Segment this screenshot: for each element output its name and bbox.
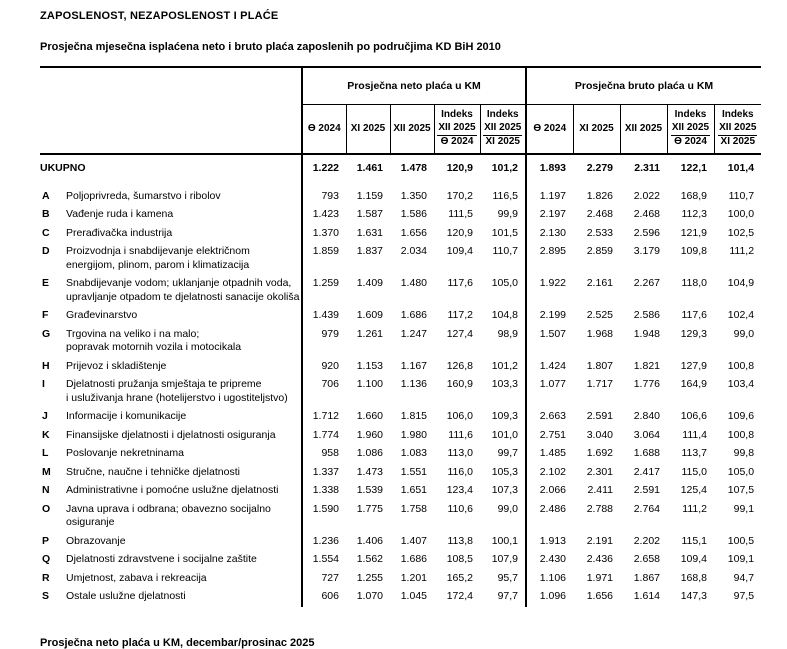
neto-value: 979 [302,326,346,358]
row-name: UKUPNO [40,162,86,174]
neto-value: 727 [302,570,346,589]
neto-value: 105,3 [491,465,518,478]
row-code: K [42,428,50,441]
neto-value: 1.261 [356,327,383,340]
neto-value: 111,6 [448,428,473,441]
neto-value: 2.034 [400,245,427,257]
bruto-value: 109,4 [680,553,707,565]
neto-value: 116,5 [492,189,518,202]
neto-value: 165,2 [446,571,473,584]
bruto-value: 2.199 [526,307,573,326]
bruto-value: 2.411 [587,484,613,496]
row-code: B [42,208,50,220]
row-name: Prerađivačka industrija [66,226,173,239]
bruto-value: 147,3 [680,590,707,602]
neto-value: 1.775 [356,502,383,515]
neto-value: 1.350 [400,189,427,202]
bruto-value: 127,9 [680,359,707,372]
neto-value: 1.086 [356,447,383,459]
row-code: E [42,277,50,289]
bruto-value: 1.424 [526,358,573,377]
page-title: ZAPOSLENOST, NEZAPOSLENOST I PLAĆE [40,10,279,22]
bruto-value: 2.468 [586,208,613,220]
bruto-value: 168,9 [680,189,707,202]
bruto-value: 109,8 [680,245,707,257]
neto-value: 1.660 [356,410,383,422]
neto-value: 1.554 [302,551,346,570]
row-name: Obrazovanje [66,534,126,547]
bruto-value: 104,9 [727,277,755,289]
bruto-value: 1.485 [526,445,573,464]
table-row-G [40,326,761,358]
bruto-value: 99,1 [733,502,755,515]
row-name: Djelatnosti zdravstvene i socijalne zaštite [66,553,257,565]
bruto-value: 1.826 [586,189,613,202]
neto-value: 111,5 [448,208,473,220]
bruto-value: 2.161 [586,277,613,289]
bruto-value: 100,0 [727,208,755,220]
bruto-value: 2.751 [526,427,573,446]
bruto-value: 111,2 [682,502,707,515]
neto-value: 101,0 [491,428,518,441]
bruto-value: 1.096 [526,588,573,607]
neto-value: 793 [302,188,346,207]
row-code: D [42,245,50,257]
bruto-value: 2.279 [586,162,613,174]
row-code: F [42,309,49,321]
bruto-value: 2.202 [633,534,660,547]
neto-value: 107,9 [491,553,518,565]
table-subtitle: Prosječna mjesečna isplaćena neto i bruto plaća zaposlenih po područjima KD BiH 2010 [40,41,501,53]
neto-value: 1.686 [400,553,427,565]
table-row-P [40,533,761,552]
neto-value: 1.406 [356,534,383,547]
bruto-value: 2.267 [633,277,660,289]
bruto-value: 2.764 [633,502,660,515]
table-row-A [40,188,761,207]
neto-value: 99,9 [497,208,518,220]
neto-value: 1.070 [356,590,383,602]
neto-value: 1.815 [400,410,427,422]
bruto-value: 1.968 [586,327,613,340]
neto-value: 123,4 [446,484,473,496]
col-header-neto-0: Ɵ 2024 [302,104,346,154]
neto-value: 1.587 [356,208,383,220]
bruto-value: 168,8 [680,571,707,584]
neto-value: 1.222 [302,154,346,188]
neto-value: 1.837 [356,245,383,257]
bruto-value: 100,8 [727,428,755,441]
neto-value: 110,7 [492,245,518,257]
table-row-L [40,445,761,464]
row-code: J [42,410,48,422]
row-name: Informacije i komunikacije [66,410,187,422]
table-row-H [40,358,761,377]
row-name: Javna uprava i odbrana; obavezno socijalno osiguranje [66,502,271,528]
bruto-value: 2.430 [526,551,573,570]
bruto-value: 2.468 [633,208,660,220]
bruto-value: 115,0 [681,465,707,478]
neto-value: 105,0 [491,277,518,289]
neto-value: 172,4 [446,590,473,602]
bruto-value: 100,8 [727,359,755,372]
bruto-value: 94,7 [733,571,755,584]
row-name: Stručne, naučne i tehničke djelatnosti [66,465,240,478]
bruto-value: 2.417 [633,465,660,478]
table-row-R [40,570,761,589]
row-code: M [42,465,51,478]
bruto-value: 164,9 [680,378,707,390]
bruto-value: 105,0 [727,465,755,478]
col-header-neto-3: Indeks XII 2025 Ɵ 2024 [434,104,480,154]
bruto-value: 3.064 [633,428,660,441]
row-name: Umjetnost, zabava i rekreacija [66,571,207,584]
neto-value: 1.478 [400,162,427,174]
col-header-bruto-2: XII 2025 [620,104,667,154]
neto-value: 1.609 [356,309,383,321]
table-body [40,154,761,607]
row-code: A [42,189,50,202]
bruto-value: 2.022 [633,189,660,202]
neto-value: 120,9 [446,226,473,239]
neto-value: 1.562 [356,553,383,565]
row-code: P [42,534,50,547]
neto-value: 108,5 [446,553,473,565]
neto-value: 1.338 [302,482,346,501]
neto-group-header: Prosječna neto plaća u KM [302,67,526,104]
table-row-F [40,307,761,326]
neto-value: 1.247 [400,327,427,340]
neto-value: 1.774 [302,427,346,446]
neto-value: 117,6 [447,277,473,289]
bruto-value: 102,5 [727,226,755,239]
col-header-bruto-1: XI 2025 [573,104,620,154]
neto-value: 1.859 [302,243,346,275]
neto-value: 101,2 [491,359,518,372]
table-row-D [40,243,761,275]
bruto-value: 2.586 [633,309,660,321]
neto-value: 1.656 [400,226,427,239]
table-row-E [40,275,761,307]
neto-value: 706 [302,376,346,408]
bruto-value: 99,0 [733,327,755,340]
bruto-value: 111,2 [729,245,755,257]
row-code: R [42,571,50,584]
bruto-value: 110,7 [728,189,755,202]
bruto-value: 102,4 [727,309,755,321]
row-code: I [42,378,45,390]
bruto-value: 1.507 [526,326,573,358]
col-header-bruto-0: Ɵ 2024 [526,104,573,154]
bruto-value: 106,6 [680,410,707,422]
neto-value: 109,4 [446,245,473,257]
neto-value: 1.480 [400,277,427,289]
row-name: Građevinarstvo [66,309,138,321]
neto-value: 1.461 [356,162,383,174]
bruto-value: 1.948 [633,327,660,340]
bruto-value: 3.040 [586,428,613,441]
neto-value: 1.259 [302,275,346,307]
bruto-value: 2.197 [526,206,573,225]
bruto-value: 2.591 [586,410,613,422]
neto-value: 100,1 [491,534,518,547]
neto-value: 101,2 [491,162,518,174]
neto-value: 170,2 [446,189,473,202]
bruto-value: 103,4 [727,378,755,390]
row-code: O [42,502,51,515]
bruto-value: 129,3 [680,327,707,340]
neto-value: 1.407 [400,534,427,547]
table-row-O [40,501,761,533]
neto-value: 126,8 [446,359,473,372]
row-name: Djelatnosti pružanja smještaja te pripreme i usluživanja hrane (hotelijerstvo i ugostiteljstvo) [66,378,288,404]
bruto-value: 1.807 [586,359,613,372]
neto-value: 116,0 [447,465,473,478]
table-row-K [40,427,761,446]
bruto-value: 101,4 [727,162,755,174]
bruto-value: 111,4 [682,428,707,441]
neto-value: 1.631 [356,226,383,239]
table-row-I [40,376,761,408]
row-name: Ostale uslužne djelatnosti [66,590,186,602]
bruto-value: 1.867 [633,571,660,584]
neto-value: 160,9 [446,378,473,390]
neto-value: 1.590 [302,501,346,533]
bruto-value: 2.591 [633,484,660,496]
neto-value: 109,3 [491,410,518,422]
bruto-value: 2.311 [634,162,660,174]
table-row-C [40,225,761,244]
neto-value: 99,7 [497,447,518,459]
bruto-value: 113,7 [681,447,707,459]
neto-value: 1.100 [356,378,383,390]
neto-value: 1.236 [302,533,346,552]
neto-value: 110,6 [447,502,473,515]
bruto-value: 2.895 [526,243,573,275]
bruto-value: 97,5 [733,590,755,602]
bruto-value: 1.913 [526,533,573,552]
bruto-value: 1.776 [633,378,660,390]
row-name: Trgovina na veliko i na malo; popravak motornih vozila i motocikala [66,327,242,353]
row-code: C [42,226,50,239]
table-row-N [40,482,761,501]
table-row-total [40,154,761,188]
neto-value: 958 [302,445,346,464]
bruto-value: 2.788 [586,502,613,515]
bruto-value: 2.066 [526,482,573,501]
bruto-value: 1.106 [526,570,573,589]
neto-value: 1.473 [356,465,383,478]
row-name: Finansijske djelatnosti i djelatnosti osiguranja [66,428,276,441]
neto-value: 103,3 [491,378,518,390]
bruto-value: 1.614 [633,590,660,602]
row-code: L [42,447,49,459]
neto-value: 1.167 [400,359,427,372]
col-header-neto-2: XII 2025 [390,104,434,154]
neto-value: 127,4 [446,327,473,340]
table-row-S [40,588,761,607]
col-header-bruto-3: Indeks XII 2025 Ɵ 2024 [667,104,714,154]
neto-value: 1.586 [400,208,427,220]
col-header-neto-4: Indeks XII 2025 XI 2025 [480,104,526,154]
row-name: Poslovanje nekretninama [66,447,184,459]
neto-value: 1.980 [400,428,427,441]
neto-value: 1.758 [400,502,427,515]
bruto-value: 1.821 [633,359,660,372]
bruto-group-header: Prosječna bruto plaća u KM [526,67,761,104]
row-name: Vađenje ruda i kamena [66,208,174,220]
neto-value: 1.423 [302,206,346,225]
neto-value: 1.370 [302,225,346,244]
bruto-value: 1.692 [586,447,613,459]
bruto-value: 2.436 [586,553,613,565]
neto-value: 113,0 [447,447,473,459]
bruto-value: 1.922 [526,275,573,307]
bruto-value: 1.893 [526,154,573,188]
row-name: Snabdijevanje vodom; uklanjanje otpadnih voda, upravljanje otpadom te djelatnosti sanacije okoliša [66,277,300,303]
neto-value: 113,8 [447,534,473,547]
bruto-value: 1.971 [586,571,613,584]
row-code: S [42,590,50,602]
neto-value: 1.045 [400,590,427,602]
neto-value: 107,3 [491,484,518,496]
stub-header-cell [40,67,302,154]
bruto-value: 125,4 [680,484,707,496]
footer-caption: Prosječna neto plaća u KM, decembar/prosinac 2025 [40,636,315,649]
neto-value: 1.539 [356,484,383,496]
bruto-value: 107,5 [727,484,755,496]
neto-value: 1.201 [400,571,427,584]
neto-value: 1.255 [356,571,383,584]
neto-value: 1.159 [356,189,383,202]
neto-value: 104,8 [491,309,518,321]
bruto-value: 2.658 [633,553,660,565]
neto-value: 95,7 [497,571,518,584]
row-code: G [42,327,51,340]
bruto-value: 1.197 [526,188,573,207]
neto-value: 606 [302,588,346,607]
bruto-value: 1.077 [526,376,573,408]
col-header-neto-1: XI 2025 [346,104,390,154]
bruto-value: 1.688 [633,447,660,459]
col-header-bruto-4: Indeks XII 2025 XI 2025 [714,104,761,154]
neto-value: 1.153 [356,359,383,372]
bruto-value: 2.859 [586,245,613,257]
neto-value: 1.409 [356,277,383,289]
neto-value: 1.083 [400,447,427,459]
neto-value: 1.337 [302,464,346,483]
neto-value: 98,9 [497,327,518,340]
bruto-value: 100,5 [727,534,755,547]
neto-value: 1.960 [356,428,383,441]
bruto-value: 115,1 [681,534,707,547]
table-row-M [40,464,761,483]
neto-value: 106,0 [446,410,473,422]
neto-value: 1.712 [302,408,346,427]
bruto-value: 118,0 [681,277,707,289]
row-code: Q [42,553,51,565]
row-name: Poljoprivreda, šumarstvo i ribolov [66,189,221,202]
bruto-value: 2.596 [633,226,660,239]
bruto-value: 1.717 [586,378,613,390]
row-name: Proizvodnja i snabdijevanje električnom energijom, plinom, parom i klimatizacija [66,245,250,271]
bruto-value: 2.301 [586,465,613,478]
neto-value: 120,9 [446,162,473,174]
row-name: Administrativne i pomoćne uslužne djelatnosti [66,484,279,496]
row-name: Prijevoz i skladištenje [66,359,167,372]
bruto-value: 109,1 [727,553,755,565]
bruto-value: 2.525 [586,309,613,321]
row-code: H [42,359,50,372]
neto-value: 117,2 [447,309,473,321]
neto-value: 1.439 [302,307,346,326]
group-header-row [40,67,761,104]
table-row-B [40,206,761,225]
bruto-value: 112,3 [681,208,707,220]
bruto-value: 1.656 [586,590,613,602]
neto-value: 1.651 [400,484,427,496]
bruto-value: 2.486 [526,501,573,533]
bruto-value: 2.533 [586,226,613,239]
bruto-value: 3.179 [633,245,660,257]
bruto-value: 2.130 [526,225,573,244]
neto-value: 920 [302,358,346,377]
table-header [40,67,761,154]
bruto-value: 121,9 [680,226,707,239]
neto-value: 101,5 [491,226,518,239]
neto-value: 1.136 [400,378,427,390]
bruto-value: 2.663 [526,408,573,427]
bruto-value: 2.191 [586,534,613,547]
table-row-J [40,408,761,427]
neto-value: 1.551 [400,465,427,478]
neto-value: 1.686 [400,309,427,321]
bruto-value: 122,1 [680,162,707,174]
bruto-value: 99,8 [733,447,755,459]
row-code: N [42,484,50,496]
neto-value: 99,0 [497,502,518,515]
wages-table [40,66,761,607]
bruto-value: 2.840 [633,410,660,422]
neto-value: 97,7 [497,590,518,602]
bruto-value: 2.102 [526,464,573,483]
bruto-value: 109,6 [727,410,755,422]
bruto-value: 117,6 [681,309,707,321]
table-row-Q [40,551,761,570]
